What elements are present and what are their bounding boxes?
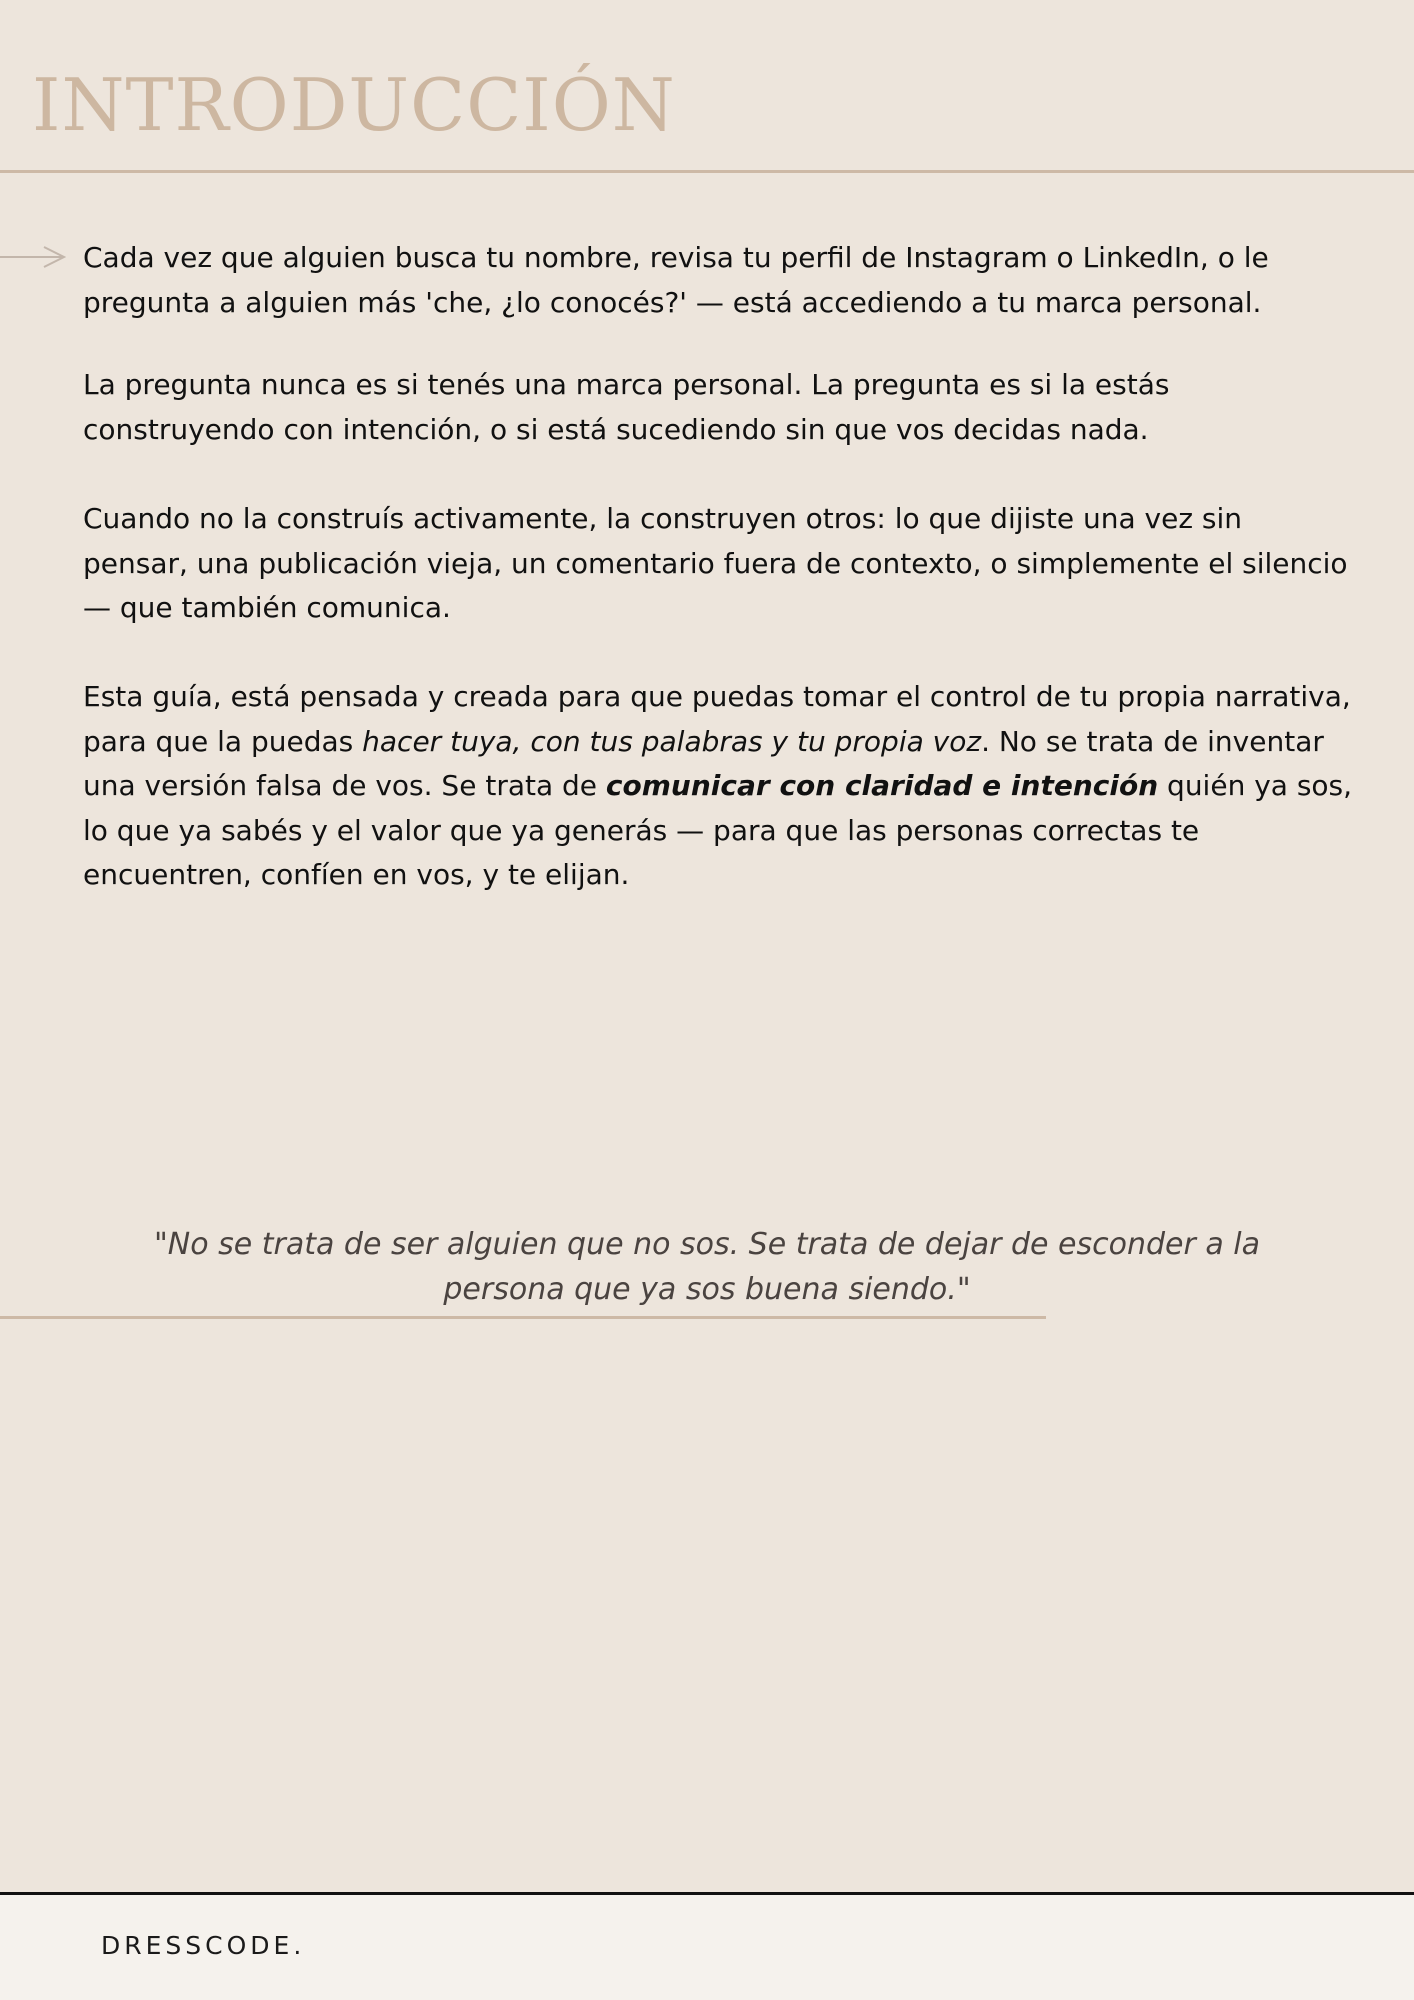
paragraph-4-strong-emphasis: comunicar con claridad e intención (605, 769, 1159, 802)
title-divider (0, 170, 1414, 173)
intro-paragraph-1: Cada vez que alguien busca tu nombre, revisa tu perfil de Instagram o LinkedIn, o le pregunta a alguien más 'che, ¿lo conocés?' — está accediendo a tu marca personal. (83, 241, 1269, 319)
intro-paragraph-3: Cuando no la construís activamente, la construyen otros: lo que dijiste una vez sin pensar, una publicación vieja, un comentario fuera de contexto, o simplemente el silencio — que también comunica. (83, 502, 1348, 624)
quote-divider (0, 1316, 1046, 1319)
brand-logo: DRESSCODE. (101, 1931, 306, 1960)
paragraph-4-text-middle: . No se trata de inventar una versión falsa de vos. Se trata de (83, 724, 1324, 802)
paragraph-4-text-end: quién ya sos, lo que ya sabés y el valor que ya generás — para que las personas correctas te encuentren, confíen en vos, y te elijan. (83, 769, 1353, 891)
arrow-right-icon (0, 245, 66, 269)
pull-quote: "No se trata de ser alguien que no sos. Se trata de dejar de esconder a la persona que ya sos buena siendo." (154, 1227, 1260, 1307)
paragraph-4-emphasis: hacer tuya, con tus palabras y tu propia voz (362, 724, 982, 758)
paragraph-4-text-start: Esta guía, está pensada y creada para que puedas tomar el control de tu propia narrativa, para que la puedas (83, 680, 1351, 758)
intro-paragraph-2: La pregunta nunca es si tenés una marca personal. La pregunta es si la estás construyendo con intención, o si está sucediendo sin que vos decidas nada. (83, 368, 1170, 446)
intro-paragraph-4 (83, 675, 1353, 898)
page-title: INTRODUCCIÓN (32, 63, 676, 147)
